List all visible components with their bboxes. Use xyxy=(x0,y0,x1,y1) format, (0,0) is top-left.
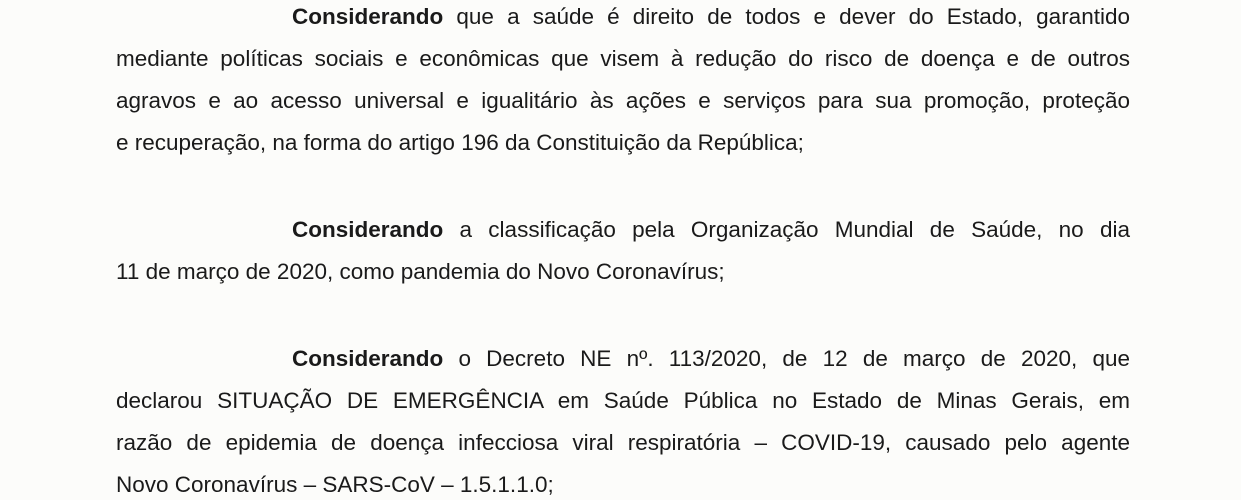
paragraph-1-line-3: agravos e ao acesso universal e igualitário às ações e serviços para sua promoção, proteção xyxy=(116,88,1130,113)
keyword-considerando: Considerando xyxy=(292,346,444,371)
keyword-considerando: Considerando xyxy=(292,217,444,242)
paragraph-text: que a saúde é direito de todos e dever do Estado, garantido xyxy=(456,4,1130,29)
paragraph-2-line-2: 11 de março de 2020, como pandemia do Novo Coronavírus; xyxy=(116,259,725,284)
keyword-considerando: Considerando xyxy=(292,4,444,29)
paragraph-3-line-3: razão de epidemia de doença infecciosa viral respiratória – COVID-19, causado pelo agente xyxy=(116,430,1130,455)
paragraph-3-line-1 xyxy=(292,344,1130,374)
paragraph-1-line-2: mediante políticas sociais e econômicas que visem à redução do risco de doença e de outros xyxy=(116,46,1130,71)
paragraph-1-line-4: e recuperação, na forma do artigo 196 da Constituição da República; xyxy=(116,130,804,155)
paragraph-text: a classificação pela Organização Mundial de Saúde, no dia xyxy=(459,217,1130,242)
paragraph-2-line-1 xyxy=(292,215,1130,245)
paragraph-3-line-4: Novo Coronavírus – SARS-CoV – 1.5.1.1.0; xyxy=(116,472,554,497)
paragraph-3-line-2: declarou SITUAÇÃO DE EMERGÊNCIA em Saúde Pública no Estado de Minas Gerais, em xyxy=(116,388,1130,413)
paragraph-text: o Decreto NE nº. 113/2020, de 12 de março de 2020, que xyxy=(458,346,1130,371)
paragraph-1-line-1 xyxy=(292,2,1130,32)
